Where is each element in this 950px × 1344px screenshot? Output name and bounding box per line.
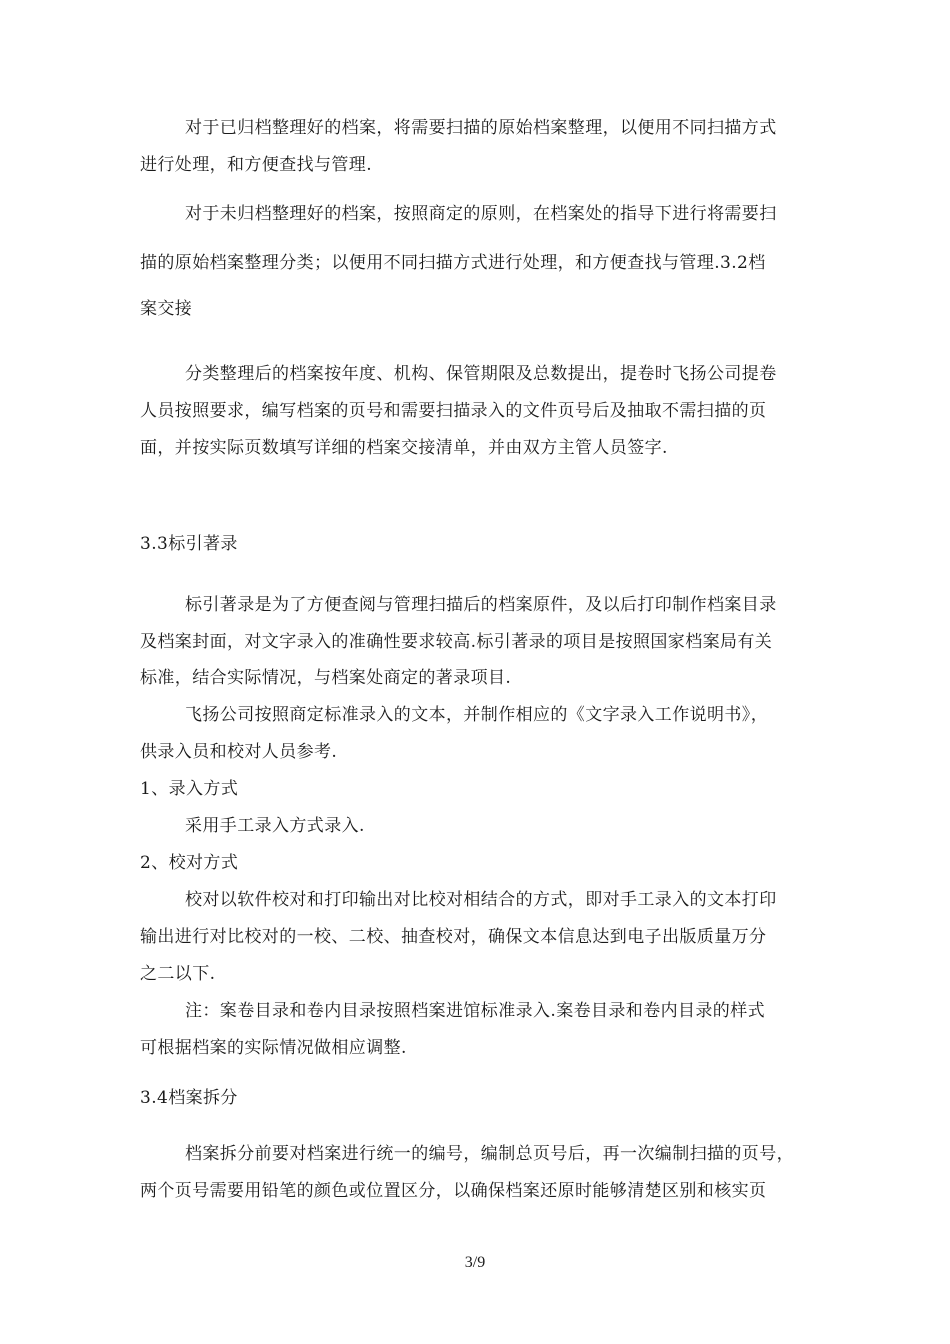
paragraph-line: 标引著录是为了方便查阅与管理扫描后的档案原件，及以后打印制作档案目录 — [185, 595, 777, 615]
paragraph-line: 两个页号需要用铅笔的颜色或位置区分，以确保档案还原时能够清楚区别和核实页 — [140, 1181, 767, 1201]
paragraph-line: 对于已归档整理好的档案，将需要扫描的原始档案整理，以便用不同扫描方式 — [185, 118, 777, 138]
list-item-title: 2、校对方式 — [140, 853, 239, 873]
paragraph-line: 对于未归档整理好的档案，按照商定的原则，在档案处的指导下进行将需要扫 — [185, 204, 777, 224]
paragraph-line: 及档案封面，对文字录入的准确性要求较高.标引著录的项目是按照国家档案局有关 — [140, 632, 773, 652]
paragraph-line: 输出进行对比校对的一校、二校、抽查校对，确保文本信息达到电子出版质量万分 — [140, 927, 767, 947]
paragraph-line: 校对以软件校对和打印输出对比校对相结合的方式，即对手工录入的文本打印 — [185, 890, 777, 910]
paragraph-line: 案交接 — [140, 299, 193, 319]
paragraph-line: 分类整理后的档案按年度、机构、保管期限及总数提出，提卷时飞扬公司提卷 — [185, 364, 777, 384]
list-item-body: 采用手工录入方式录入. — [185, 816, 365, 836]
page-number: 3/9 — [464, 1254, 486, 1271]
paragraph-line: 档案拆分前要对档案进行统一的编号，编制总页号后，再一次编制扫描的页号， — [185, 1144, 794, 1164]
note-line: 可根据档案的实际情况做相应调整. — [140, 1038, 407, 1058]
paragraph-line: 面，并按实际页数填写详细的档案交接清单，并由双方主管人员签字. — [140, 438, 668, 458]
paragraph-line: 标准，结合实际情况，与档案处商定的著录项目. — [140, 668, 512, 688]
list-item-title: 1、录入方式 — [140, 779, 239, 799]
paragraph-line: 人员按照要求，编写档案的页号和需要扫描录入的文件页号后及抽取不需扫描的页 — [140, 401, 767, 421]
paragraph-line: 进行处理，和方便查找与管理. — [140, 155, 373, 175]
paragraph-line: 之二以下. — [140, 964, 216, 984]
section-heading-3-4: 3.4档案拆分 — [140, 1088, 238, 1108]
note-line: 注：案卷目录和卷内目录按照档案进馆标准录入.案卷目录和卷内目录的样式 — [185, 1001, 766, 1021]
paragraph-line: 供录入员和校对人员参考. — [140, 742, 338, 762]
paragraph-line: 描的原始档案整理分类；以便用不同扫描方式进行处理，和方便查找与管理.3.2档 — [140, 253, 766, 273]
section-heading-3-3: 3.3标引著录 — [140, 534, 238, 554]
paragraph-line: 飞扬公司按照商定标准录入的文本，并制作相应的《文字录入工作说明书》， — [185, 705, 769, 725]
